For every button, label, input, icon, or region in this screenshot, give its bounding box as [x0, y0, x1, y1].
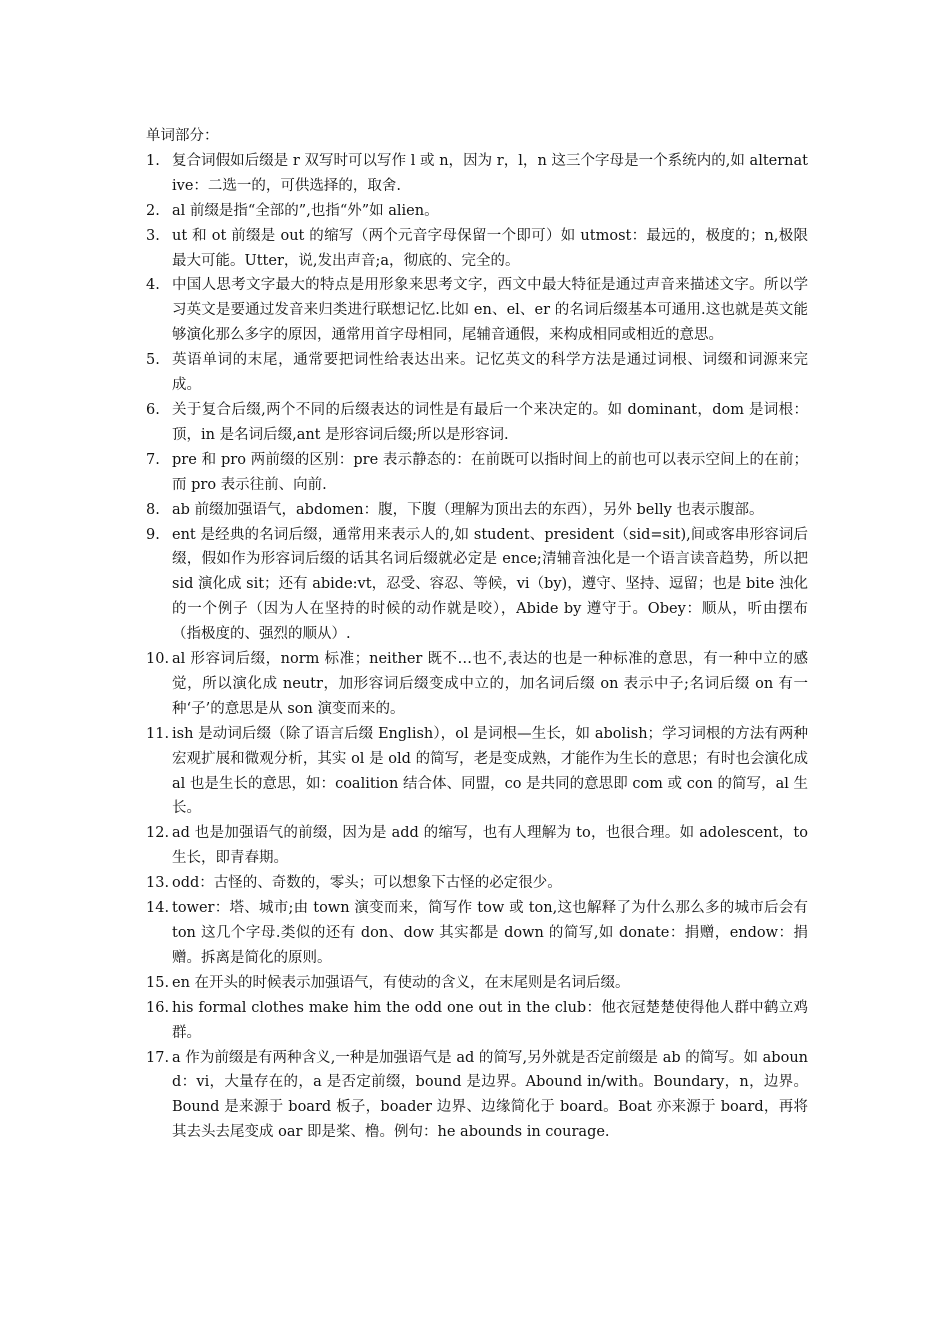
list-item — [146, 896, 808, 971]
list-item-text: a 作为前缀是有两种含义,一种是加强语气是 ad 的简写,另外就是否定前缀是 ab 的简写。如 abound：vi，大量存在的，a 是否定前缀，bound 是边界。Abound in/with。Boundary，n，边界。Bound 是来源于 board 板子，boader 边界、边缘简化于 board。Boat 亦来源于 board，再将其去头去尾变成 oar 即是桨、橹。例句：he abounds in courage. — [172, 1049, 808, 1141]
list-item — [146, 523, 808, 648]
list-item-number: 6. — [146, 401, 160, 418]
list-item-number: 16. — [146, 999, 170, 1016]
section-heading: 单词部分： — [146, 128, 219, 144]
list-item — [146, 348, 808, 398]
list-item — [146, 1046, 808, 1146]
list-item-number: 2. — [146, 202, 160, 219]
list-item — [146, 821, 808, 871]
list-item-number: 15. — [146, 974, 170, 991]
list-item-number: 8. — [146, 501, 160, 518]
list-item-text: 关于复合后缀,两个不同的后缀表达的词性是有最后一个来决定的。如 dominant，dom 是词根：顶，in 是名词后缀,ant 是形容词后缀;所以是形容词. — [172, 401, 808, 443]
list-item-text: ent 是经典的名词后缀，通常用来表示人的,如 student、president（sid=sit),间或客串形容词后缀，假如作为形容词后缀的话其名词后缀就必定是 ence;清辅音浊化是一个语言读音趋势，所以把 sid 演化成 sit；还有 abide:vt，忍受、容忍、等候，vi（by)，遵守、坚持、逗留；也是 bite 浊化的一个例子（因为人在坚持的时候的动作就是咬），Abide by 遵守于。Obey：顺从，听由摆布（指极度的、强烈的顺从）. — [172, 526, 808, 643]
list-item-text: his formal clothes make him the odd one out in the club：他衣冠楚楚使得他人群中鹤立鸡群。 — [172, 999, 808, 1041]
list-item-number: 9. — [146, 526, 160, 543]
list-item — [146, 224, 808, 274]
list-item-text: 复合词假如后缀是 r 双写时可以写作 l 或 n，因为 r，l，n 这三个字母是一个系统内的,如 alternative：二选一的，可供选择的，取舍. — [172, 152, 808, 194]
list-item-number: 1. — [146, 152, 160, 169]
list-item-text: al 形容词后缀，norm 标准；neither 既不…也不,表达的也是一种标准的意思，有一种中立的感觉，所以演化成 neutr，加形容词后缀变成中立的，加名词后缀 on 表示中子;名词后缀 on 有一种‘子’的意思是从 son 演变而来的。 — [172, 651, 808, 717]
list-item-text: ish 是动词后缀（除了语言后缀 English），ol 是词根—生长，如 abolish；学习词根的方法有两种宏观扩展和微观分析，其实 ol 是 old 的简写，老是变成熟，才能作为生长的意思；有时也会演化成 al 也是生长的意思，如：coalition 结合体、同盟，co 是共同的意思即 com 或 con 的简写，al 生长。 — [172, 725, 808, 817]
list-item-text: ab 前缀加强语气，abdomen：腹，下腹（理解为顶出去的东西），另外 belly 也表示腹部。 — [172, 501, 764, 518]
list-item-number: 13. — [146, 875, 170, 892]
list-item — [146, 996, 808, 1046]
list-item-text: al 前缀是指“全部的”,也指“外”如 alien。 — [172, 202, 439, 219]
list-item — [146, 448, 808, 498]
list-item — [146, 871, 808, 896]
numbered-list — [146, 149, 808, 1145]
list-item-text: 中国人思考文字最大的特点是用形象来思考文字，西文中最大特征是通过声音来描述文字。所以学习英文是要通过发音来归类进行联想记忆.比如 en、el、er 的名词后缀基本可通用.这也就是英文能够演化那么多字的原因，通常用首字母相同，尾辅音通假，来构成相同或相近的意思。 — [172, 277, 808, 344]
list-item-number: 11. — [146, 725, 170, 742]
list-item-number: 10. — [146, 651, 170, 668]
list-item-text: odd：古怪的、奇数的，零头；可以想象下古怪的必定很少。 — [172, 875, 562, 892]
list-item — [146, 149, 808, 199]
list-item — [146, 971, 808, 996]
list-item-number: 14. — [146, 900, 170, 917]
list-item-number: 3. — [146, 227, 160, 244]
list-item-number: 12. — [146, 825, 170, 842]
list-item — [146, 199, 808, 224]
list-item-number: 7. — [146, 451, 160, 468]
list-item-number: 5. — [146, 352, 160, 369]
list-item-number: 4. — [146, 277, 160, 294]
list-item-text: 英语单词的末尾，通常要把词性给表达出来。记忆英文的科学方法是通过词根、词缀和词源来完成。 — [172, 352, 808, 394]
list-item-text: ut 和 ot 前缀是 out 的缩写（两个元音字母保留一个即可）如 utmost：最远的，极度的；n,极限最大可能。Utter，说,发出声音;a，彻底的、完全的。 — [172, 227, 808, 269]
document-body — [146, 124, 808, 1145]
list-item — [146, 647, 808, 722]
list-item-text: pre 和 pro 两前缀的区别：pre 表示静态的：在前既可以指时间上的前也可以表示空间上的在前；而 pro 表示往前、向前. — [172, 451, 808, 493]
list-item-text: tower：塔、城市;由 town 演变而来，简写作 tow 或 ton,这也解释了为什么那么多的城市后会有 ton 这几个字母.类似的还有 don、dow 其实都是 down 的简写,如 donate：捐赠，endow：捐赠。拆离是简化的原则。 — [172, 900, 808, 966]
list-item — [146, 273, 808, 348]
list-item-text: ad 也是加强语气的前缀，因为是 add 的缩写，也有人理解为 to，也很合理。如 adolescent，to 生长，即青春期。 — [172, 825, 808, 867]
list-item — [146, 722, 808, 822]
list-item-number: 17. — [146, 1049, 170, 1066]
list-item — [146, 498, 808, 523]
list-item-text: en 在开头的时候表示加强语气，有使动的含义，在末尾则是名词后缀。 — [172, 974, 630, 991]
list-item — [146, 398, 808, 448]
